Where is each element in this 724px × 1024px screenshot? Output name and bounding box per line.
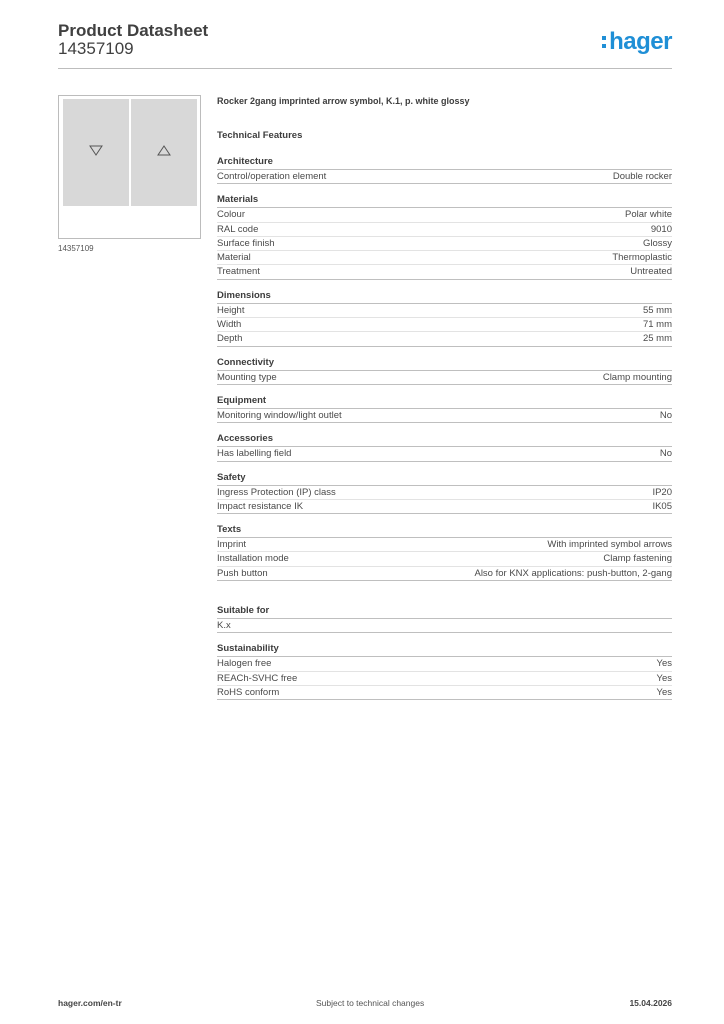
feature-row [217,304,672,318]
feature-label: Control/operation element [217,171,327,182]
feature-row [217,672,672,686]
triangle-down-icon [89,145,103,156]
feature-row [217,170,672,184]
feature-label: Mounting type [217,371,277,383]
feature-value: Double rocker [612,171,672,182]
feature-label: Impact resistance IK [217,500,304,512]
feature-row [217,538,672,552]
feature-label: Ingress Protection (IP) class [217,486,336,498]
triangle-up-icon [157,145,171,156]
rocker-right [131,99,197,206]
feature-row [217,619,672,633]
section-safety [217,472,672,515]
section-sustainability [217,643,672,700]
feature-row [217,486,672,500]
section-title: Materials [217,194,672,208]
section-title: Architecture [217,156,672,170]
feature-label: Halogen free [217,658,272,670]
feature-value: 71 mm [642,319,672,331]
section-title: Suitable for [217,605,672,619]
feature-row [217,500,672,514]
feature-label: REACh-SVHC free [217,672,298,684]
feature-value: Polar white [625,209,672,221]
feature-value: IP20 [652,486,672,498]
section-suitable-for [217,605,672,633]
feature-label: Treatment [217,266,260,278]
feature-row [217,251,672,265]
section-title: Dimensions [217,290,672,304]
feature-value: Yes [656,658,672,670]
section-title: Safety [217,472,672,486]
section-title: Connectivity [217,357,672,371]
section-texts [217,524,672,581]
feature-label: Installation mode [217,553,289,565]
technical-features-title: Technical Features [217,130,303,141]
feature-value: No [659,409,672,421]
feature-row [217,265,672,279]
feature-value: Clamp mounting [602,371,672,383]
feature-row [217,686,672,700]
image-caption: 14357109 [58,244,94,253]
datasheet-content [217,96,672,700]
page-title: Product Datasheet [58,21,209,40]
section-title: Sustainability [217,643,672,657]
feature-row [217,567,672,581]
feature-value: 25 mm [642,333,672,345]
feature-value: Glossy [642,237,672,249]
feature-row [217,237,672,251]
header-divider [58,68,672,69]
rocker-left [63,99,129,206]
feature-label: RoHS conform [217,686,280,698]
product-image [58,95,201,239]
feature-value: Thermoplastic [612,252,672,264]
section-architecture [217,156,672,184]
logo-text: hager [609,28,672,55]
feature-row [217,657,672,671]
feature-label: RAL code [217,223,259,235]
feature-label: Imprint [217,539,247,551]
feature-value: Yes [656,686,672,698]
feature-label: Monitoring window/light outlet [217,409,342,421]
feature-label: Width [217,319,242,331]
feature-label: Push button [217,567,268,579]
article-number: 14357109 [58,39,134,58]
feature-row [217,447,672,461]
section-title: Accessories [217,433,672,447]
logo-dots-icon [602,36,606,50]
feature-label: Material [217,252,251,264]
footer-website: hager.com/en-tr [58,998,122,1008]
feature-label: K.x [217,620,231,632]
feature-value: No [659,448,672,460]
feature-row [217,371,672,385]
footer-notice: Subject to technical changes [316,998,425,1008]
section-title: Equipment [217,395,672,409]
feature-row [217,552,672,566]
feature-label: Colour [217,209,245,221]
feature-row [217,208,672,222]
footer-date: 15.04.2026 [629,998,672,1008]
section-materials [217,194,672,279]
feature-sections [217,156,672,700]
feature-value: With imprinted symbol arrows [547,539,672,551]
feature-value: 55 mm [642,304,672,316]
feature-value: Clamp fastening [603,553,672,565]
product-name: Rocker 2gang imprinted arrow symbol, K.1, p. white glossy [217,96,470,106]
feature-value: Untreated [630,266,672,278]
section-dimensions [217,290,672,347]
feature-row [217,332,672,346]
section-equipment [217,395,672,423]
feature-row [217,409,672,423]
section-connectivity [217,357,672,385]
section-accessories [217,433,672,461]
hager-logo [609,28,672,56]
feature-value: IK05 [652,500,672,512]
feature-row [217,223,672,237]
section-title: Texts [217,524,672,538]
feature-label: Has labelling field [217,448,292,460]
feature-label: Depth [217,333,243,345]
page-footer [58,998,672,1010]
feature-value: Yes [656,672,672,684]
feature-label: Height [217,304,245,316]
feature-value: Also for KNX applications: push-button, 2-gang [474,567,672,579]
feature-label: Surface finish [217,237,275,249]
feature-value: 9010 [650,223,672,235]
feature-row [217,318,672,332]
